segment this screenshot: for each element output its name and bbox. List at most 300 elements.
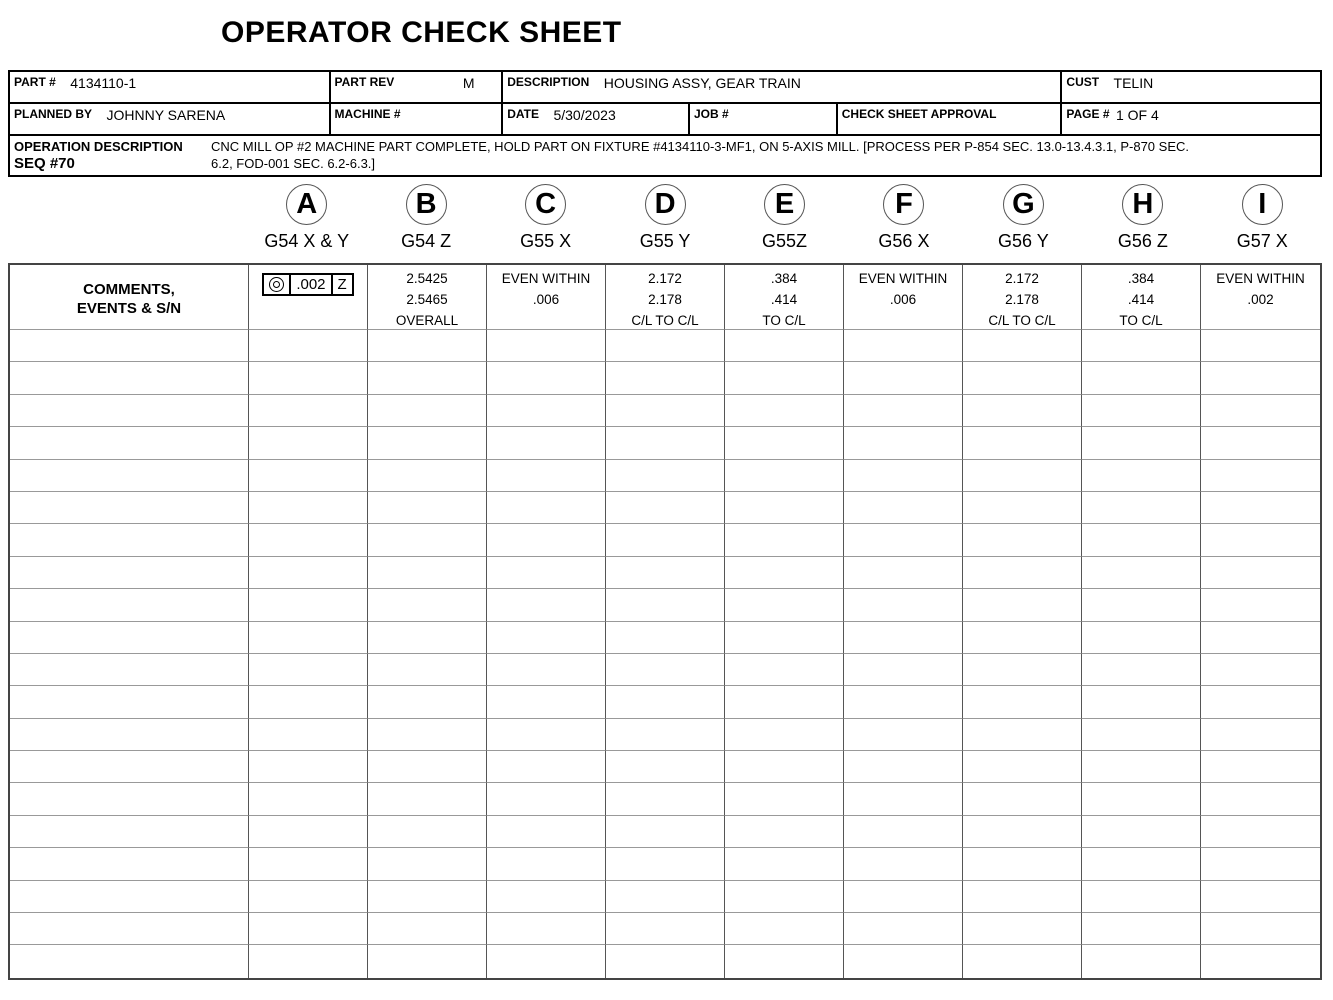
- grid-entry-cell: [487, 330, 606, 362]
- grid-entry-cell: [844, 460, 963, 492]
- comments-entry-cell: [10, 330, 249, 362]
- part-rev-label: PART REV: [334, 75, 395, 89]
- machine-number-cell: [329, 104, 502, 134]
- grid-entry-cell: [368, 654, 487, 686]
- spec-line: C/L TO C/L: [631, 313, 699, 328]
- grid-entry-cell: [844, 848, 963, 880]
- grid-entry-cell: [606, 427, 725, 459]
- grid-entry-cell: [725, 427, 844, 459]
- comments-entry-cell: [10, 848, 249, 880]
- spec-line: .414: [770, 292, 798, 307]
- job-number-label: JOB #: [693, 107, 729, 121]
- work-offset-label: G56 Y: [998, 231, 1049, 251]
- column-header-E: [725, 184, 844, 252]
- circled-letter-H: H: [1122, 184, 1163, 225]
- grid-entry-cell: [1201, 557, 1320, 589]
- column-header-G: [964, 184, 1083, 252]
- grid-entry-cell: [844, 719, 963, 751]
- grid-entry-cell: [963, 362, 1082, 394]
- grid-entry-cell: [487, 654, 606, 686]
- grid-entry-cell: [249, 395, 368, 427]
- grid-entry-cell: [1082, 783, 1201, 815]
- grid-entry-cell: [249, 330, 368, 362]
- spec-line: .006: [532, 292, 560, 307]
- spec-line: 2.5425: [406, 271, 448, 286]
- grid-entry-cell: [963, 654, 1082, 686]
- grid-entry-cell: [963, 913, 1082, 945]
- concentricity-inner-circle: [273, 281, 280, 288]
- grid-entry-cell: [725, 589, 844, 621]
- grid-entry-cell: [725, 945, 844, 977]
- grid-entry-cell: [725, 362, 844, 394]
- grid-entry-cell: [1082, 719, 1201, 751]
- grid-entry-cell: [368, 589, 487, 621]
- grid-entry-cell: [249, 524, 368, 556]
- grid-entry-cell: [844, 362, 963, 394]
- grid-entry-cell: [844, 881, 963, 913]
- grid-entry-cell: [249, 427, 368, 459]
- grid-entry-cell: [725, 622, 844, 654]
- grid-entry-cell: [725, 719, 844, 751]
- page-title: OPERATOR CHECK SHEET: [221, 16, 622, 49]
- grid-entry-cell: [249, 492, 368, 524]
- grid-entry-cell: [963, 557, 1082, 589]
- column-header-H: [1083, 184, 1202, 252]
- grid-entry-cell: [249, 913, 368, 945]
- column-letters-row: [247, 184, 1322, 252]
- grid-entry-cell: [368, 751, 487, 783]
- comments-entry-cell: [10, 622, 249, 654]
- grid-entry-cell: [368, 330, 487, 362]
- comments-entry-cell: [10, 524, 249, 556]
- spec-cell-I: [1201, 265, 1320, 330]
- grid-entry-cell: [487, 945, 606, 977]
- spec-line: 2.5465: [406, 292, 448, 307]
- grid-entry-cell: [606, 589, 725, 621]
- grid-entry-cell: [368, 460, 487, 492]
- grid-entry-cell: [1082, 492, 1201, 524]
- grid-entry-cell: [368, 395, 487, 427]
- grid-entry-cell: [487, 881, 606, 913]
- grid-entry-cell: [963, 589, 1082, 621]
- grid-entry-cell: [606, 913, 725, 945]
- grid-entry-cell: [1082, 751, 1201, 783]
- grid-entry-cell: [1082, 622, 1201, 654]
- comments-header-line: COMMENTS,: [83, 280, 175, 298]
- spec-line: .006: [889, 292, 917, 307]
- grid-entry-cell: [1201, 816, 1320, 848]
- job-number-cell: [688, 104, 836, 134]
- spec-line: .384: [1127, 271, 1155, 286]
- grid-entry-cell: [487, 848, 606, 880]
- header-row-1: [10, 72, 1320, 102]
- grid-entry-cell: [844, 330, 963, 362]
- grid-entry-cell: [249, 686, 368, 718]
- circled-letter-A: A: [286, 184, 327, 225]
- grid-entry-cell: [725, 751, 844, 783]
- column-header-I: [1203, 184, 1322, 252]
- header-row-3: [10, 134, 1320, 175]
- comments-header-line: EVENTS & S/N: [76, 299, 182, 317]
- grid-entry-cell: [249, 816, 368, 848]
- grid-entry-cell: [249, 557, 368, 589]
- grid-entry-cell: [844, 622, 963, 654]
- comments-entry-cell: [10, 719, 249, 751]
- column-header-D: [605, 184, 724, 252]
- grid-entry-cell: [844, 686, 963, 718]
- spec-line: TO C/L: [1119, 313, 1163, 328]
- grid-entry-cell: [606, 492, 725, 524]
- circled-letter-I: I: [1242, 184, 1283, 225]
- grid-entry-cell: [963, 492, 1082, 524]
- grid-entry-cell: [368, 848, 487, 880]
- grid-entry-cell: [487, 362, 606, 394]
- grid-entry-cell: [249, 719, 368, 751]
- circled-letter-D: D: [645, 184, 686, 225]
- grid-entry-cell: [368, 719, 487, 751]
- part-number-label: PART #: [14, 75, 56, 89]
- grid-entry-cell: [606, 654, 725, 686]
- grid-entry-cell: [1201, 686, 1320, 718]
- grid-entry-cell: [963, 783, 1082, 815]
- grid-entry-cell: [1201, 427, 1320, 459]
- grid-entry-cell: [1201, 751, 1320, 783]
- planned-by-value: JOHNNY SARENA: [106, 107, 226, 123]
- grid-entry-cell: [487, 913, 606, 945]
- grid-entry-cell: [368, 524, 487, 556]
- comments-entry-cell: [10, 913, 249, 945]
- grid-entry-cell: [844, 913, 963, 945]
- comments-entry-cell: [10, 751, 249, 783]
- work-offset-label: G54 X & Y: [264, 231, 350, 251]
- grid-entry-cell: [249, 881, 368, 913]
- grid-entry-cell: [844, 816, 963, 848]
- grid-entry-cell: [368, 362, 487, 394]
- comments-entry-cell: [10, 460, 249, 492]
- grid-entry-cell: [1201, 492, 1320, 524]
- spec-cell-B: [368, 265, 487, 330]
- spec-line: .414: [1127, 292, 1155, 307]
- grid-entry-cell: [368, 881, 487, 913]
- spec-cell-C: [487, 265, 606, 330]
- grid-entry-cell: [606, 719, 725, 751]
- grid-entry-cell: [963, 622, 1082, 654]
- part-rev-cell: [329, 72, 502, 102]
- spec-cell-F: [844, 265, 963, 330]
- grid-entry-cell: [368, 945, 487, 977]
- column-header-F: [844, 184, 963, 252]
- planned-by-cell: [10, 104, 329, 134]
- spec-line: 2.172: [1005, 271, 1039, 286]
- grid-entry-cell: [963, 395, 1082, 427]
- grid-entry-cell: [1082, 362, 1201, 394]
- spec-line: .384: [770, 271, 798, 286]
- customer-label: CUST: [1066, 75, 1100, 89]
- grid-entry-cell: [487, 719, 606, 751]
- spec-line: .002: [1247, 292, 1274, 307]
- grid-entry-cell: [1201, 330, 1320, 362]
- comments-entry-cell: [10, 395, 249, 427]
- grid-entry-cell: [606, 751, 725, 783]
- grid-entry-cell: [1082, 460, 1201, 492]
- circled-letter-F: F: [883, 184, 924, 225]
- grid-entry-cell: [844, 589, 963, 621]
- grid-entry-cell: [1201, 622, 1320, 654]
- grid-entry-cell: [606, 783, 725, 815]
- grid-entry-cell: [844, 492, 963, 524]
- comments-entry-cell: [10, 686, 249, 718]
- machine-number-label: MACHINE #: [334, 107, 401, 121]
- grid-entry-cell: [844, 751, 963, 783]
- check-sheet-approval-label: CHECK SHEET APPROVAL: [841, 107, 997, 121]
- check-grid: [8, 263, 1322, 980]
- header-info-table: [8, 70, 1322, 177]
- concentricity-outer-circle: [269, 277, 284, 292]
- comments-entry-cell: [10, 492, 249, 524]
- comments-entry-cell: [10, 783, 249, 815]
- grid-entry-cell: [1201, 848, 1320, 880]
- grid-entry-cell: [844, 557, 963, 589]
- comments-entry-cell: [10, 945, 249, 977]
- sequence-number-label: SEQ #70: [14, 155, 75, 172]
- work-offset-label: G55 Y: [639, 231, 691, 251]
- grid-entry-cell: [963, 719, 1082, 751]
- grid-entry-cell: [249, 751, 368, 783]
- comments-entry-cell: [10, 654, 249, 686]
- column-header-A: [247, 184, 366, 252]
- grid-entry-cell: [1082, 945, 1201, 977]
- grid-entry-cell: [249, 362, 368, 394]
- grid-entry-cell: [1082, 427, 1201, 459]
- grid-entry-cell: [963, 330, 1082, 362]
- grid-entry-cell: [249, 945, 368, 977]
- header-row-2: [10, 102, 1320, 134]
- operation-description-line-1: [14, 138, 1316, 155]
- spec-cell-A: [249, 265, 368, 330]
- grid-entry-cell: [725, 848, 844, 880]
- grid-entry-cell: [963, 686, 1082, 718]
- grid-entry-cell: [844, 395, 963, 427]
- grid-entry-cell: [249, 654, 368, 686]
- grid-entry-cell: [963, 816, 1082, 848]
- spec-cell-E: [725, 265, 844, 330]
- spec-line: OVERALL: [395, 313, 459, 328]
- spec-cell-G: [963, 265, 1082, 330]
- grid-entry-cell: [725, 492, 844, 524]
- grid-entry-cell: [487, 622, 606, 654]
- comments-entry-cell: [10, 427, 249, 459]
- grid-entry-cell: [725, 654, 844, 686]
- grid-entry-cell: [606, 622, 725, 654]
- grid-entry-cell: [963, 427, 1082, 459]
- grid-entry-cell: [487, 816, 606, 848]
- spec-line: 2.178: [648, 292, 682, 307]
- grid-entry-cell: [368, 427, 487, 459]
- customer-value: TELIN: [1113, 75, 1154, 91]
- grid-entry-cell: [1082, 654, 1201, 686]
- planned-by-label: PLANNED BY: [14, 107, 93, 121]
- date-label: DATE: [507, 107, 540, 121]
- grid-entry-cell: [487, 427, 606, 459]
- grid-entry-cell: [368, 686, 487, 718]
- operation-description-line-2: [14, 155, 1316, 172]
- date-value: 5/30/2023: [553, 107, 616, 123]
- grid-entry-cell: [1082, 686, 1201, 718]
- grid-entry-cell: [487, 492, 606, 524]
- grid-entry-cell: [1082, 913, 1201, 945]
- grid-entry-cell: [249, 783, 368, 815]
- grid-entry-cell: [1201, 395, 1320, 427]
- grid-entry-cell: [1082, 395, 1201, 427]
- grid-entry-cell: [725, 524, 844, 556]
- grid-entry-cell: [844, 783, 963, 815]
- grid-entry-cell: [487, 686, 606, 718]
- grid-entry-cell: [606, 557, 725, 589]
- grid-entry-cell: [249, 460, 368, 492]
- page-number-value: 1 OF 4: [1115, 107, 1159, 123]
- grid-entry-cell: [844, 427, 963, 459]
- grid-entry-cell: [1201, 881, 1320, 913]
- grid-entry-cell: [1082, 589, 1201, 621]
- grid-entry-cell: [1201, 589, 1320, 621]
- operation-description-text: CNC MILL OP #2 MACHINE PART COMPLETE, HOLD PART ON FIXTURE #4134110-3-MF1, ON 5-AXIS MILL. [PROCESS PER P-854 SEC. 13.0-13.4.3.1, P-870 SEC.: [211, 139, 1189, 154]
- grid-entry-cell: [606, 848, 725, 880]
- spec-cell-D: [606, 265, 725, 330]
- operation-description-cell: [10, 136, 1320, 175]
- grid-entry-cell: [487, 524, 606, 556]
- page-number-cell: [1060, 104, 1320, 134]
- grid-entry-cell: [725, 913, 844, 945]
- operation-description-label: OPERATION DESCRIPTION: [14, 139, 183, 154]
- grid-entry-cell: [725, 816, 844, 848]
- circled-letter-E: E: [764, 184, 805, 225]
- grid-entry-cell: [1201, 783, 1320, 815]
- customer-cell: [1060, 72, 1320, 102]
- grid-entry-cell: [1082, 816, 1201, 848]
- comments-entry-cell: [10, 816, 249, 848]
- spec-line: 2.178: [1005, 292, 1039, 307]
- comments-events-sn-header: [10, 265, 249, 330]
- grid-entry-cell: [368, 492, 487, 524]
- comments-entry-cell: [10, 557, 249, 589]
- grid-entry-cell: [487, 783, 606, 815]
- grid-entry-cell: [606, 524, 725, 556]
- work-offset-label: G55 X: [520, 231, 572, 251]
- work-offset-label: G56 Z: [1117, 231, 1168, 251]
- grid-entry-cell: [606, 816, 725, 848]
- concentricity-icon: [264, 275, 289, 294]
- grid-entry-cell: [249, 589, 368, 621]
- grid-entry-cell: [725, 783, 844, 815]
- comments-entry-cell: [10, 881, 249, 913]
- grid-entry-cell: [963, 945, 1082, 977]
- spec-line: EVEN WITHIN: [1216, 271, 1305, 286]
- spec-line: EVEN WITHIN: [858, 271, 948, 286]
- grid-entry-cell: [368, 913, 487, 945]
- comments-entry-cell: [10, 589, 249, 621]
- grid-entry-cell: [368, 816, 487, 848]
- grid-entry-cell: [487, 460, 606, 492]
- grid-entry-cell: [606, 460, 725, 492]
- grid-entry-cell: [487, 751, 606, 783]
- work-offset-label: G56 X: [878, 231, 930, 251]
- grid-entry-cell: [606, 330, 725, 362]
- spec-line: C/L TO C/L: [988, 313, 1056, 328]
- grid-entry-cell: [487, 557, 606, 589]
- grid-entry-cell: [963, 751, 1082, 783]
- grid-entry-cell: [368, 622, 487, 654]
- grid-entry-cell: [963, 460, 1082, 492]
- date-cell: [501, 104, 688, 134]
- description-cell: [501, 72, 1060, 102]
- grid-entry-cell: [606, 362, 725, 394]
- spec-line: 2.172: [648, 271, 682, 286]
- grid-entry-cell: [1082, 557, 1201, 589]
- check-sheet-approval-cell: [836, 104, 1061, 134]
- grid-entry-cell: [606, 395, 725, 427]
- grid-entry-cell: [1201, 719, 1320, 751]
- grid-entry-cell: [844, 524, 963, 556]
- grid-entry-cell: [963, 848, 1082, 880]
- grid-entry-cell: [1201, 945, 1320, 977]
- grid-entry-cell: [844, 654, 963, 686]
- gdt-feature-control-frame: [262, 273, 353, 296]
- spec-line: EVEN WITHIN: [501, 271, 591, 286]
- spec-cell-H: [1082, 265, 1201, 330]
- circled-letter-G: G: [1003, 184, 1044, 225]
- grid-entry-cell: [249, 622, 368, 654]
- spec-line: TO C/L: [762, 313, 806, 328]
- work-offset-label: G55Z: [761, 231, 807, 251]
- grid-entry-cell: [368, 557, 487, 589]
- part-number-value: 4134110-1: [70, 75, 137, 91]
- grid-entry-cell: [249, 848, 368, 880]
- grid-entry-cell: [1201, 460, 1320, 492]
- grid-entry-cell: [725, 557, 844, 589]
- description-label: DESCRIPTION: [507, 75, 590, 89]
- grid-entry-cell: [725, 881, 844, 913]
- circled-letter-C: C: [525, 184, 566, 225]
- grid-entry-cell: [1082, 881, 1201, 913]
- grid-entry-cell: [368, 783, 487, 815]
- grid-entry-cell: [725, 460, 844, 492]
- work-offset-label: G54 Z: [401, 231, 452, 251]
- grid-entry-cell: [1082, 848, 1201, 880]
- grid-entry-cell: [1201, 362, 1320, 394]
- grid-entry-cell: [725, 330, 844, 362]
- part-rev-value: M: [462, 75, 475, 91]
- grid-entry-cell: [1201, 524, 1320, 556]
- column-header-B: [366, 184, 485, 252]
- grid-entry-cell: [606, 945, 725, 977]
- grid-entry-cell: [1201, 913, 1320, 945]
- work-offset-label: G57 X: [1236, 231, 1288, 251]
- grid-entry-cell: [963, 881, 1082, 913]
- comments-entry-cell: [10, 362, 249, 394]
- gdt-tolerance-value: .002: [289, 275, 330, 294]
- grid-entry-cell: [487, 589, 606, 621]
- operation-description-text-continued: 6.2, FOD-001 SEC. 6.2-6.3.]: [211, 156, 376, 171]
- column-header-C: [486, 184, 605, 252]
- grid-entry-cell: [725, 395, 844, 427]
- grid-entry-cell: [963, 524, 1082, 556]
- circled-letter-B: B: [406, 184, 447, 225]
- grid-entry-cell: [1082, 330, 1201, 362]
- grid-entry-cell: [606, 881, 725, 913]
- grid-entry-cell: [1082, 524, 1201, 556]
- grid-entry-cell: [725, 686, 844, 718]
- grid-entry-cell: [606, 686, 725, 718]
